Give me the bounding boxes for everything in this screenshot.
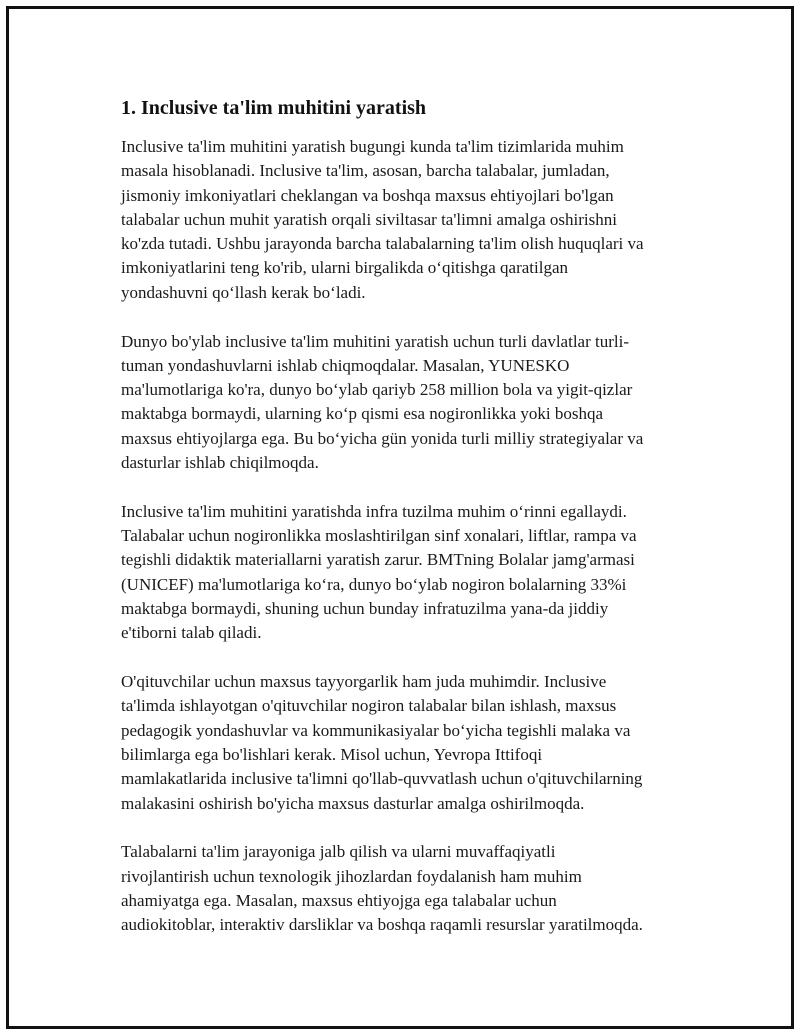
document-body xyxy=(121,95,701,962)
text-line: ko'zda tutadi. Ushbu jarayonda barcha talabalarning ta'lim olish huquqlari va xyxy=(121,234,644,254)
text-line: (UNICEF) ma'lumotlariga ko‘ra, dunyo bo‘ylab nogiron bolalarning 33%i xyxy=(121,574,627,594)
text-line: jismoniy imkoniyatlari cheklangan va boshqa maxsus ehtiyojlari bo'lgan xyxy=(121,185,614,205)
text-line: maxsus ehtiyojlarga ega. Bu bo‘yicha gün yonida turli milliy strategiyalar va xyxy=(121,428,644,448)
text-line: mamlakatlarida inclusive ta'limni qo'llab-quvvatlash uchun o'qituvchilarning xyxy=(121,769,643,789)
paragraph-3 xyxy=(121,500,701,646)
text-line: Talabalarni ta'lim jarayoniga jalb qilish va ularni muvaffaqiyatli xyxy=(121,842,556,862)
text-line: yondashuvni qo‘llash kerak bo‘ladi. xyxy=(121,282,366,302)
text-line: ta'limda ishlayotgan o'qituvchilar nogiron talabalar bilan ishlash, maxsus xyxy=(121,696,617,716)
paragraph-5 xyxy=(121,840,701,937)
text-line: Inclusive ta'lim muhitini yaratish bugungi kunda ta'lim tizimlarida muhim xyxy=(121,137,624,156)
text-line: audiokitoblar, interaktiv darsliklar va boshqa raqamli resurslar yaratilmoqda. xyxy=(121,915,643,935)
text-line: malakasini oshirish bo'yicha maxsus dasturlar amalga oshirilmoqda. xyxy=(121,793,585,813)
text-line: ahamiyatga ega. Masalan, maxsus ehtiyojga ega talabalar uchun xyxy=(121,891,557,911)
section-heading: 1. Inclusive ta'lim muhitini yaratish xyxy=(121,97,427,119)
text-line: O'qituvchilar uchun maxsus tayyorgarlik ham juda muhimdir. Inclusive xyxy=(121,672,607,692)
paragraph-2 xyxy=(121,330,701,476)
text-line: pedagogik yondashuvlar va kommunikasiyalar bo‘yicha tegishli malaka va xyxy=(121,720,631,740)
text-line: dasturlar ishlab chiqilmoqda. xyxy=(121,453,319,473)
paragraph-4 xyxy=(121,670,701,816)
text-line: Dunyo bo'ylab inclusive ta'lim muhitini yaratish uchun turli davlatlar turli- xyxy=(121,331,629,351)
text-line: masala hisoblanadi. Inclusive ta'lim, asosan, barcha talabalar, jumladan, xyxy=(121,161,610,181)
text-line: e'tiborni talab qiladi. xyxy=(121,623,262,643)
text-line: maktabga bormaydi, ularning ko‘p qismi esa nogironlikka yoki boshqa xyxy=(121,404,604,424)
text-line: bilimlarga ega bo'lishlari kerak. Misol uchun, Yevropa Ittifoqi xyxy=(121,745,543,765)
text-line: Inclusive ta'lim muhitini yaratishda infra tuzilma muhim o‘rinni egallaydi. xyxy=(121,501,627,521)
paragraph-1 xyxy=(121,135,701,305)
page-frame xyxy=(6,6,794,1029)
text-line: rivojlantirish uchun texnologik jihozlardan foydalanish ham muhim xyxy=(121,866,582,886)
text-line: tegishli didaktik materiallarni yaratish zarur. BMTning Bolalar jamg'armasi xyxy=(121,550,635,570)
text-line: Talabalar uchun nogironlikka moslashtirilgan sinf xonalari, liftlar, rampa va xyxy=(121,526,637,546)
text-line: talabalar uchun muhit yaratish orqali siviltasar ta'limni amalga oshirishni xyxy=(121,209,617,229)
text-line: maktabga bormaydi, shuning uchun bunday infratuzilma yana-da jiddiy xyxy=(121,599,609,619)
text-line: tuman yondashuvlarni ishlab chiqmoqdalar. Masalan, YUNESKO xyxy=(121,355,570,375)
text-line: ma'lumotlariga ko'ra, dunyo bo‘ylab qariyb 258 million bola va yigit-qizlar xyxy=(121,380,633,400)
text-line: imkoniyatlarini teng ko'rib, ularni birgalikda o‘qitishga qaratilgan xyxy=(121,258,569,278)
